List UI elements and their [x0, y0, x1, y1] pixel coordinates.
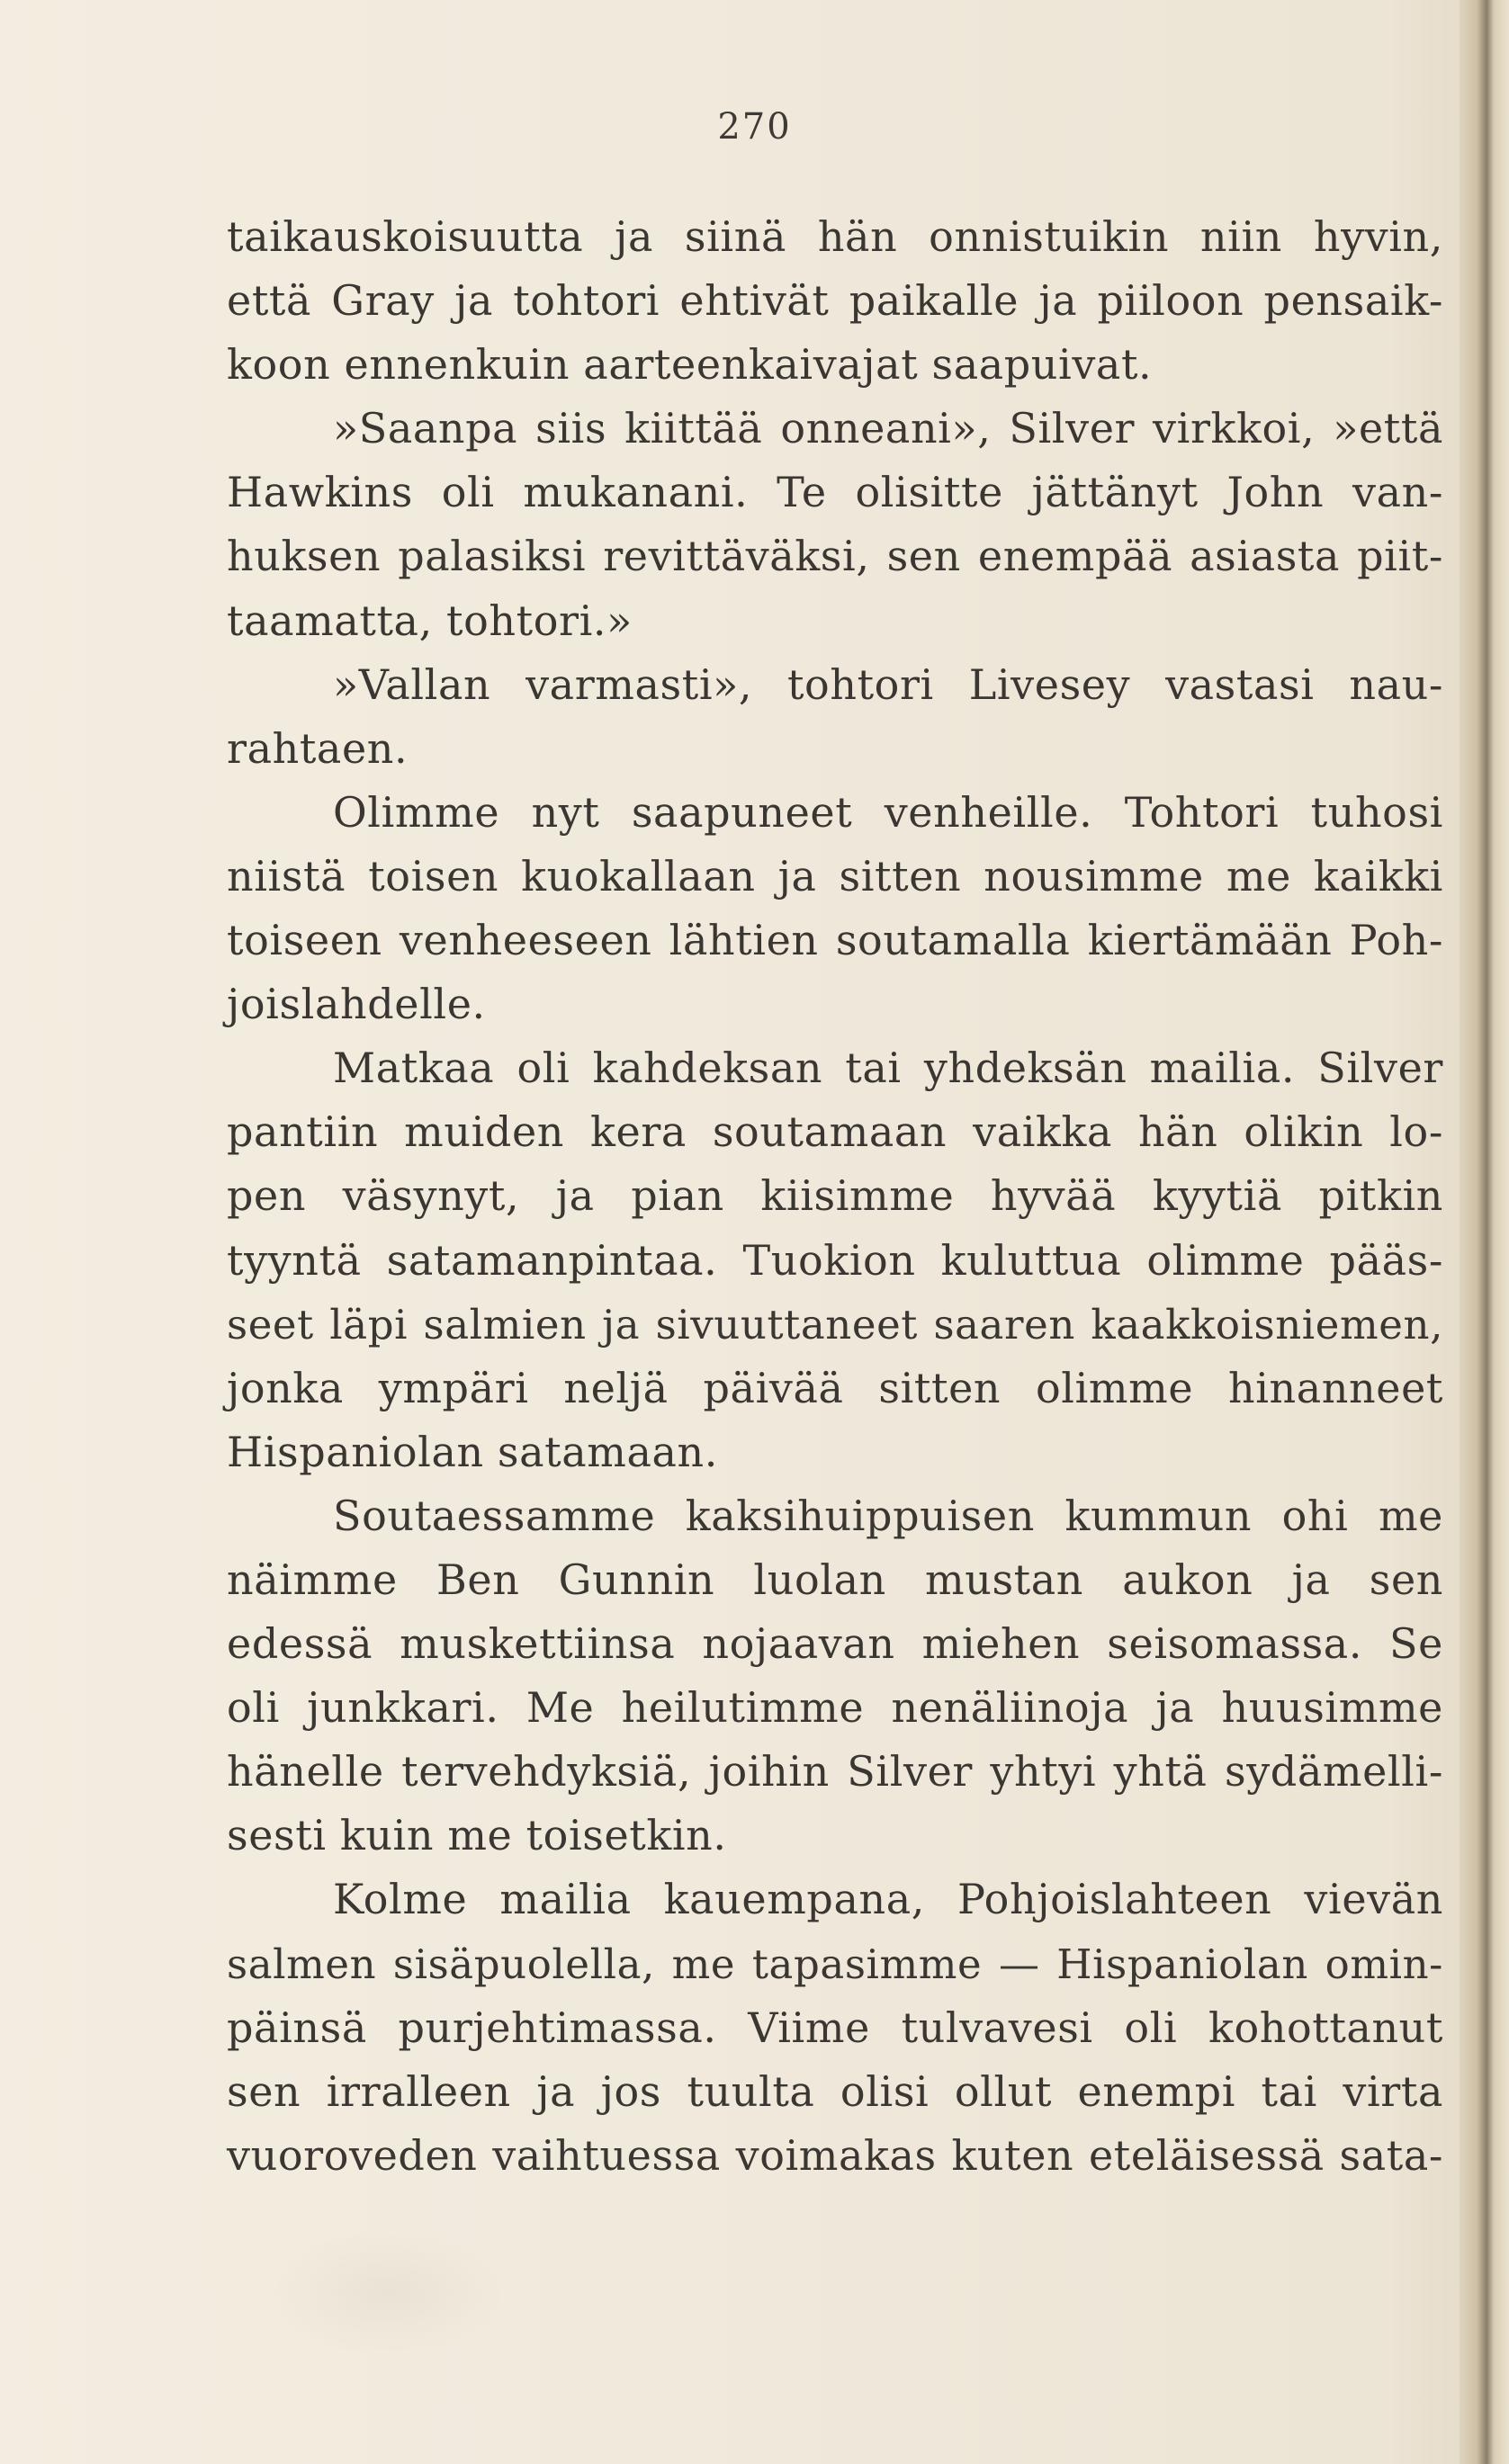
- text-line: seet läpi salmien ja sivuuttaneet saaren kaakkoisniemen,: [227, 1300, 1443, 1348]
- text-line: Hispaniolan satamaan.: [227, 1427, 718, 1476]
- text-line: pantiin muiden kera soutamaan vaikka hän olikin lo-: [227, 1107, 1443, 1157]
- text-line: toiseen venheeseen lähtien soutamalla kiertämään Poh-: [227, 916, 1443, 965]
- page-number: 270: [717, 106, 792, 148]
- text-line: rahtaen.: [227, 723, 409, 773]
- text-line: että Gray ja tohtori ehtivät paikalle ja piiloon pensaik-: [227, 276, 1443, 326]
- text-line: hänelle tervehdyksiä, joihin Silver yhtyi yhtä sydämelli-: [227, 1747, 1443, 1796]
- text-line: pen väsynyt, ja pian kiisimme hyvää kyytiä pitkin: [227, 1171, 1443, 1221]
- text-line: näimme Ben Gunnin luolan mustan aukon ja sen: [227, 1555, 1443, 1604]
- text-line: oli junkkari. Me heilutimme nenäliinoja ja huusimme: [227, 1683, 1443, 1733]
- text-line: vuoroveden vaihtuessa voimakas kuten eteläisessä sata-: [227, 2130, 1443, 2180]
- text-line: päinsä purjehtimassa. Viime tulvavesi oli kohottanut: [227, 2003, 1443, 2052]
- body-text: [227, 205, 1443, 2188]
- text-line: »Vallan varmasti», tohtori Livesey vastasi nau-: [333, 659, 1443, 709]
- text-line: Matkaa oli kahdeksan tai yhdeksän mailia. Silver: [333, 1044, 1443, 1093]
- book-gutter-shadow: [1460, 0, 1509, 2464]
- text-line: Olimme nyt saapuneet venheille. Tohtori tuhosi: [333, 787, 1443, 837]
- text-line: taamatta, tohtori.»: [227, 596, 633, 645]
- text-line: Kolme mailia kauempana, Pohjoislahteen vievän: [333, 1875, 1443, 1924]
- text-line: »Saanpa siis kiittää onneani», Silver virkkoi, »että: [333, 404, 1443, 453]
- text-line: salmen sisäpuolella, me tapasimme — Hispaniolan omin-: [227, 1940, 1443, 1988]
- text-line: Hawkins oli mukanani. Te olisitte jättänyt John van-: [227, 468, 1443, 517]
- text-line: jonka ympäri neljä päivää sitten olimme hinanneet: [227, 1363, 1443, 1412]
- text-line: tyyntä satamanpintaa. Tuokion kuluttua olimme pääs-: [227, 1235, 1443, 1285]
- text-line: niistä toisen kuokallaan ja sitten nousimme me kaikki: [227, 851, 1443, 900]
- text-line: Soutaessamme kaksihuippuisen kummun ohi me: [333, 1491, 1443, 1540]
- text-line: sen irralleen ja jos tuulta olisi ollut enempi tai virta: [227, 2066, 1443, 2116]
- text-line: sesti kuin me toisetkin.: [227, 1811, 727, 1860]
- text-line: taikauskoisuutta ja siinä hän onnistuikin niin hyvin,: [227, 212, 1443, 261]
- text-line: koon ennenkuin aarteenkaivajat saapuivat.: [227, 340, 1153, 390]
- text-line: huksen palasiksi revittäväksi, sen enempää asiasta piit-: [227, 532, 1443, 581]
- paper-smudge: [270, 2230, 504, 2356]
- text-line: joislahdelle.: [227, 980, 486, 1029]
- text-line: edessä muskettiinsa nojaavan miehen seisomassa. Se: [227, 1619, 1443, 1669]
